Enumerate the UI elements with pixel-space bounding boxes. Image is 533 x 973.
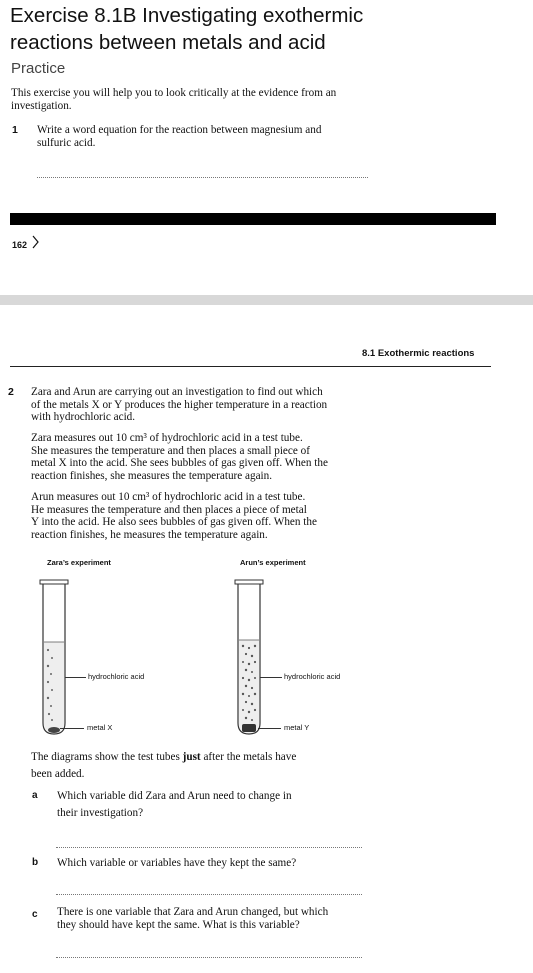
title-line-2: reactions between metals and acid bbox=[10, 31, 326, 54]
test-tube-y bbox=[235, 580, 263, 734]
metal-x-label: metal X bbox=[87, 723, 113, 732]
part-b-answer-line[interactable] bbox=[56, 894, 362, 895]
q2-paragraph-1 bbox=[31, 386, 381, 424]
diagram-caption bbox=[31, 749, 361, 783]
q2-p3-line: He measures the temperature and then places a piece of metal bbox=[31, 503, 307, 516]
part-c-letter: c bbox=[32, 909, 38, 920]
q2-p1-line: Zara and Arun are carrying out an investigation to find out which bbox=[31, 386, 323, 398]
part-b-line-1: Which variable or variables have they kept the same? bbox=[57, 857, 297, 869]
metal-y-pointer bbox=[258, 728, 281, 729]
metal-x-piece bbox=[48, 727, 60, 733]
q2-p2-line: reaction finishes, she measures the temperature again. bbox=[31, 469, 273, 482]
part-c-line-2: they should have kept the same. What is this variable? bbox=[57, 919, 300, 931]
q2-p3-line: Y into the acid. He also sees bubbles of gas given off. When the bbox=[31, 516, 317, 529]
page-bottom-bar bbox=[10, 213, 496, 225]
page-break bbox=[0, 295, 533, 305]
part-b-text bbox=[57, 855, 377, 872]
test-tube-x bbox=[40, 580, 68, 734]
intro-line-2: investigation. bbox=[11, 99, 72, 112]
q2-number: 2 bbox=[8, 386, 14, 398]
q2-p1-line: with hydrochloric acid. bbox=[31, 411, 136, 424]
part-c-answer-line[interactable] bbox=[56, 957, 362, 958]
acid-pointer-zara bbox=[65, 677, 86, 678]
q2-p3-line: Arun measures out 10 cm³ of hydrochloric acid in a test tube. bbox=[31, 491, 306, 503]
acid-label-arun: hydrochloric acid bbox=[284, 672, 341, 681]
part-b-letter: b bbox=[32, 857, 39, 868]
header-rule bbox=[10, 366, 491, 367]
part-a-letter: a bbox=[32, 790, 38, 801]
caption-line-2: been added. bbox=[31, 768, 85, 780]
part-c-text bbox=[57, 906, 377, 932]
title-line-1: Exercise 8.1B Investigating exothermic bbox=[10, 4, 364, 27]
practice-subtitle: Practice bbox=[11, 60, 66, 77]
q2-p2-line: metal X into the acid. She sees bubbles of gas given off. When the bbox=[31, 457, 328, 470]
page-number: 162 bbox=[12, 240, 28, 250]
caption-text-2: after the metals have bbox=[200, 751, 297, 763]
metal-y-label: metal Y bbox=[284, 723, 310, 732]
intro-line-1: This exercise you will help you to look critically at the evidence from an bbox=[11, 87, 337, 99]
intro-text bbox=[11, 87, 511, 112]
q2-p1-line: of the metals X or Y produces the higher temperature in a reaction bbox=[31, 398, 328, 411]
q1-line-1: Write a word equation for the reaction between magnesium and bbox=[37, 124, 322, 136]
part-a-line-2: their investigation? bbox=[57, 807, 144, 819]
q1-line-2: sulfuric acid. bbox=[37, 136, 96, 149]
q1-number: 1 bbox=[12, 124, 18, 136]
q1-answer-line[interactable] bbox=[37, 177, 368, 178]
part-a-answer-line[interactable] bbox=[56, 847, 362, 848]
q2-p3-line: reaction finishes, he measures the temperature again. bbox=[31, 528, 268, 541]
acid-label-zara: hydrochloric acid bbox=[88, 672, 145, 681]
chevron-right-icon bbox=[32, 235, 39, 249]
exercise-title bbox=[10, 2, 510, 56]
acid-pointer-arun bbox=[260, 677, 282, 678]
part-a-line-1: Which variable did Zara and Arun need to change in bbox=[57, 790, 292, 802]
arun-experiment-title: Arun’s experiment bbox=[240, 558, 306, 567]
caption-bold: just bbox=[182, 751, 201, 763]
part-a-text bbox=[57, 788, 377, 822]
q2-p2-line: Zara measures out 10 cm³ of hydrochloric acid in a test tube. bbox=[31, 432, 303, 444]
q2-p2-line: She measures the temperature and then places a small piece of bbox=[31, 444, 310, 457]
arun-test-tube-diagram bbox=[228, 578, 278, 738]
caption-text-1: The diagrams show the test tubes bbox=[31, 751, 183, 763]
metal-x-pointer bbox=[60, 728, 84, 729]
q2-paragraph-2 bbox=[31, 432, 381, 482]
zara-test-tube-diagram bbox=[35, 578, 85, 738]
zara-experiment-title: Zara’s experiment bbox=[47, 558, 111, 567]
metal-y-piece bbox=[242, 724, 256, 732]
q2-paragraph-3 bbox=[31, 491, 381, 541]
q1-text bbox=[37, 124, 507, 149]
part-c-line-1: There is one variable that Zara and Arun changed, but which bbox=[57, 906, 329, 918]
section-header: 8.1 Exothermic reactions bbox=[362, 348, 475, 359]
